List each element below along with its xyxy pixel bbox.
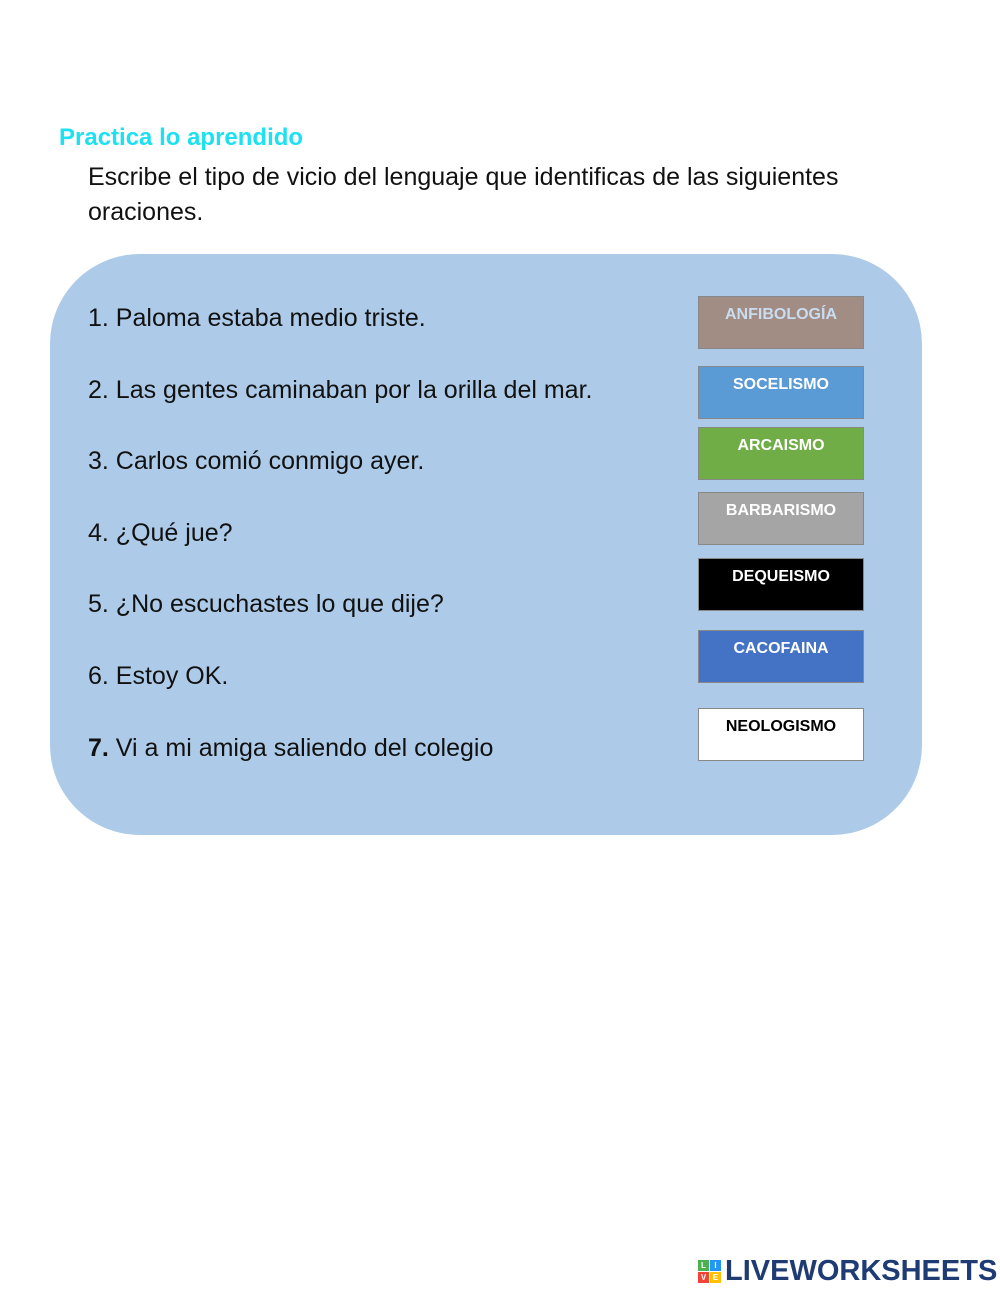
sentence-7: 7. Vi a mi amiga saliendo del colegio (88, 734, 494, 762)
sentence-4: 4. ¿Qué jue? (88, 519, 233, 547)
page-title: Practica lo aprendido (59, 124, 304, 151)
sentence-3: 3. Carlos comió conmigo ayer. (88, 447, 425, 475)
logo-letter: I (710, 1260, 721, 1271)
sentence-5: 5. ¿No escuchastes lo que dije? (88, 590, 444, 618)
option-arcaismo[interactable]: ARCAISMO (698, 427, 864, 480)
logo-letter: L (698, 1260, 709, 1271)
instructions-text: Escribe el tipo de vicio del lenguaje que identificas de las siguientes oraciones. (88, 163, 839, 226)
option-barbarismo[interactable]: BARBARISMO (698, 492, 864, 545)
logo-letter: V (698, 1272, 709, 1283)
sentence-1: 1. Paloma estaba medio triste. (88, 304, 426, 332)
brand-text: LIVEWORKSHEETS (725, 1254, 998, 1287)
sentence-2: 2. Las gentes caminaban por la orilla del mar. (88, 376, 593, 404)
option-cacofaina[interactable]: CACOFAINA (698, 630, 864, 683)
liveworksheets-logo (698, 1255, 997, 1287)
option-dequeismo[interactable]: DEQUEISMO (698, 558, 864, 611)
option-neologismo[interactable]: NEOLOGISMO (698, 708, 864, 761)
sentence-6: 6. Estoy OK. (88, 662, 229, 690)
option-anfibologia[interactable]: ANFIBOLOGÍA (698, 296, 864, 349)
logo-letter: E (710, 1272, 721, 1283)
option-socelismo[interactable]: SOCELISMO (698, 366, 864, 419)
logo-icon (698, 1260, 721, 1283)
